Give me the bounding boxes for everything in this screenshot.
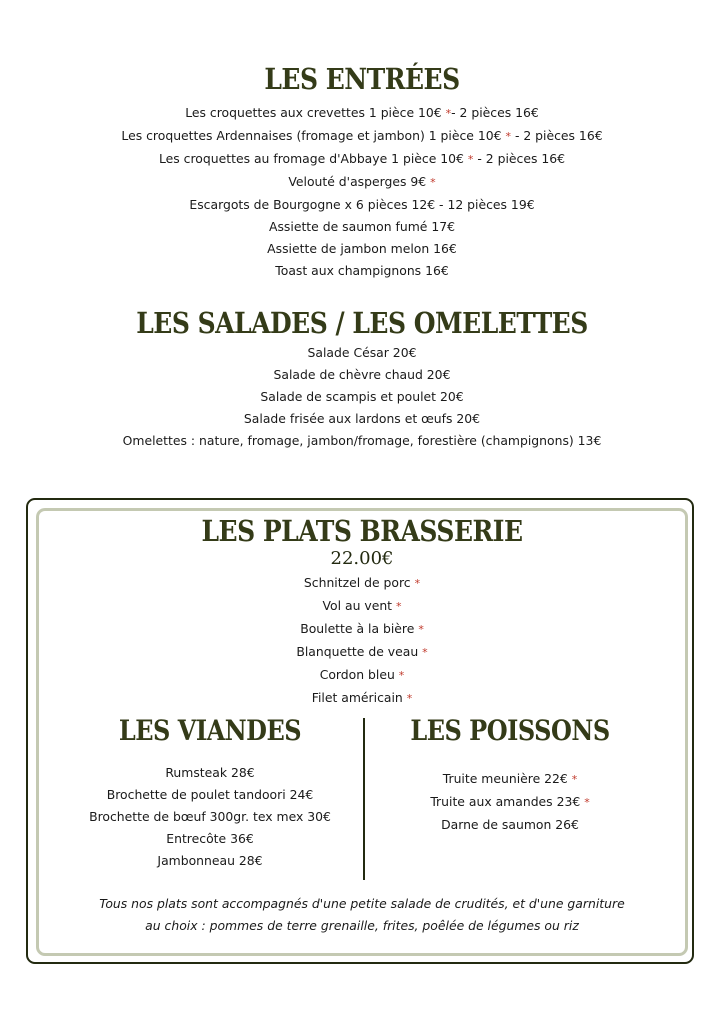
star-icon: * [422, 646, 428, 659]
menu-item: Les croquettes aux crevettes 1 pièce 10€ *- 2 pièces 16€ [185, 105, 539, 120]
menu-item: Cordon bleu * [319, 667, 405, 682]
menu-item: Vol au vent * [322, 598, 402, 613]
menu-item: Escargots de Bourgogne x 6 pièces 12€ - 12 pièces 19€ [189, 197, 535, 212]
star-icon: * [430, 176, 436, 189]
menu-item: Velouté d'asperges 9€ * [288, 174, 436, 189]
brasserie-title: LES PLATS BRASSERIE [201, 514, 523, 549]
entrees-section [0, 64, 724, 282]
star-icon: * [445, 107, 452, 120]
star-icon: * [418, 623, 424, 636]
menu-item: Toast aux champignons 16€ [275, 263, 449, 278]
star-icon: * [584, 796, 590, 809]
star-icon: * [414, 577, 421, 590]
salades-section [0, 308, 724, 452]
entrees-title: LES ENTRÉES [264, 62, 460, 97]
menu-item: Darne de saumon 26€ [441, 817, 579, 832]
salades-title: LES SALADES / LES OMELETTES [136, 306, 588, 341]
menu-item: Salade de chèvre chaud 20€ [273, 367, 451, 382]
menu-item: Truite meunière 22€ * [442, 771, 578, 786]
menu-item: Omelettes : nature, fromage, jambon/fromage, forestière (champignons) 13€ [122, 433, 602, 448]
menu-item: Blanquette de veau * [296, 644, 428, 659]
menu-item: Brochette de bœuf 300gr. tex mex 30€ [89, 809, 331, 824]
garnish-note [60, 893, 664, 937]
menu-item: Salade de scampis et poulet 20€ [260, 389, 464, 404]
garnish-note-line: au choix : pommes de terre grenaille, frites, poêlée de légumes ou riz [145, 918, 579, 933]
poissons-column [368, 713, 652, 836]
menu-item: Assiette de saumon fumé 17€ [269, 219, 455, 234]
brasserie-section [0, 516, 724, 710]
menu-item: Filet américain * [311, 690, 413, 705]
star-icon: * [571, 773, 578, 786]
menu-item: Brochette de poulet tandoori 24€ [106, 787, 314, 802]
menu-item: Truite aux amandes 23€ * [430, 794, 590, 809]
viandes-column [60, 713, 360, 872]
menu-item: Salade César 20€ [307, 345, 417, 360]
garnish-note-line: Tous nos plats sont accompagnés d'une petite salade de crudités, et d'une garniture [99, 896, 625, 911]
menu-item: Boulette à la bière * [300, 621, 424, 636]
menu-item: Assiette de jambon melon 16€ [267, 241, 457, 256]
star-icon: * [406, 692, 413, 705]
column-divider [363, 718, 365, 880]
menu-item: Schnitzel de porc * [303, 575, 421, 590]
menu-item: Les croquettes Ardennaises (fromage et jambon) 1 pièce 10€ * - 2 pièces 16€ [121, 128, 603, 143]
menu-item: Salade frisée aux lardons et œufs 20€ [243, 411, 481, 426]
menu-item: Les croquettes au fromage d'Abbaye 1 pièce 10€ * - 2 pièces 16€ [158, 151, 566, 166]
menu-item: Entrecôte 36€ [166, 831, 254, 846]
star-icon: * [398, 669, 405, 682]
poissons-title: LES POISSONS [410, 713, 610, 748]
menu-item: Rumsteak 28€ [165, 765, 255, 780]
menu-item: Jambonneau 28€ [157, 853, 263, 868]
star-icon: * [467, 153, 474, 166]
viandes-title: LES VIANDES [118, 713, 302, 748]
brasserie-price: 22.00€ [330, 548, 394, 569]
star-icon: * [395, 600, 402, 613]
star-icon: * [505, 130, 511, 143]
